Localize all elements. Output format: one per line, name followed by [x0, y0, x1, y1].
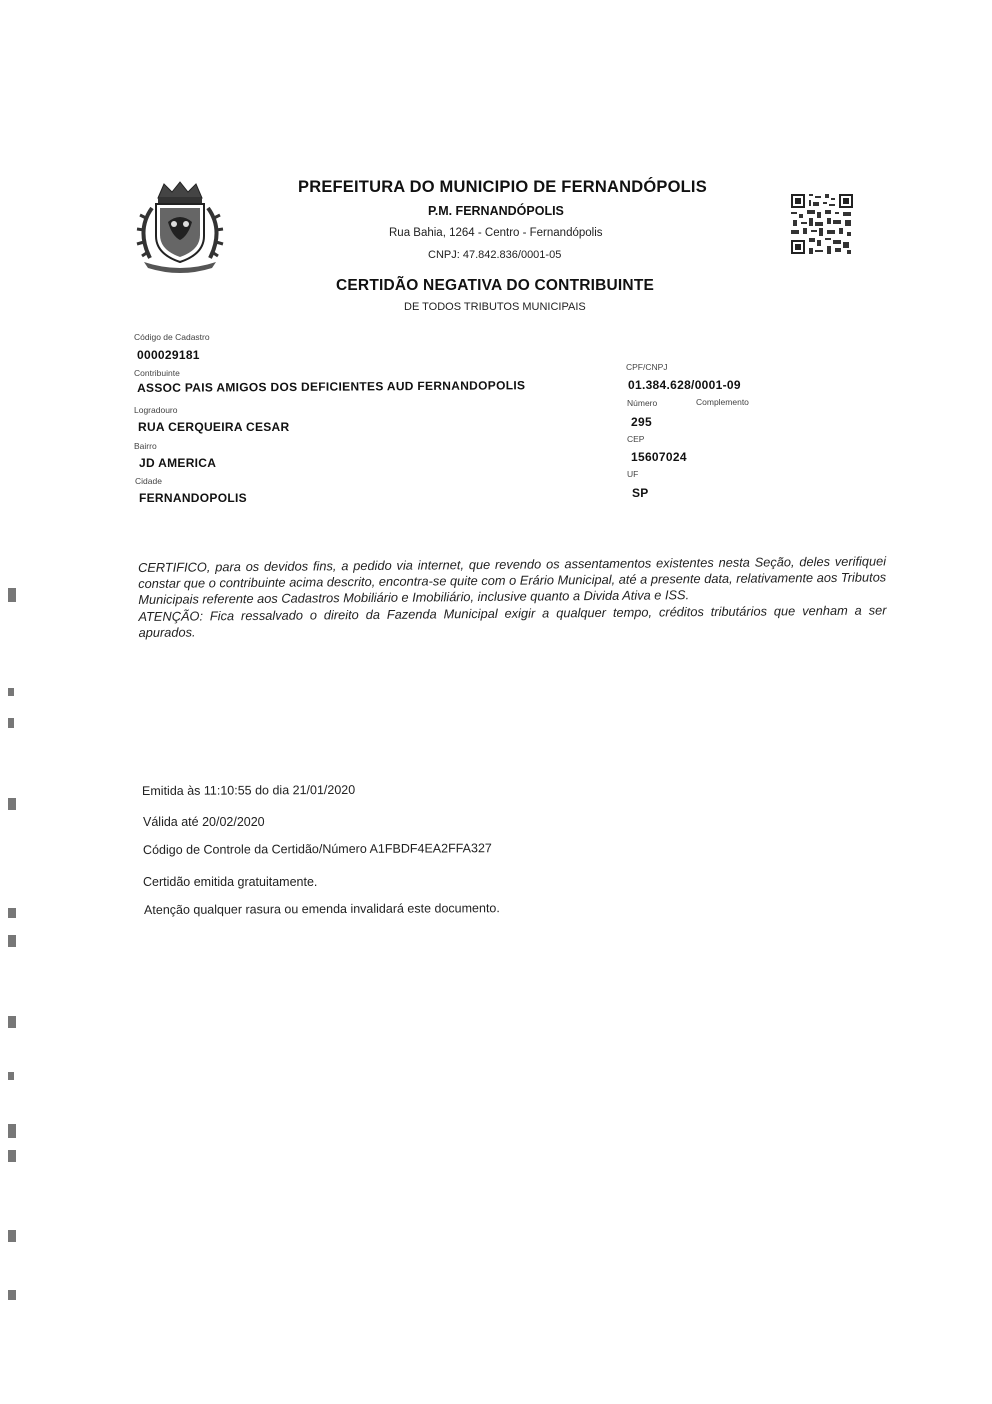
municipality-address: Rua Bahia, 1264 - Centro - Fernandópolis [389, 227, 603, 239]
validity-date: Válida até 20/02/2020 [143, 815, 265, 829]
bairro-label: Bairro [134, 441, 157, 451]
document-subtitle: DE TODOS TRIBUTOS MUNICIPAIS [404, 301, 586, 313]
codigo-cadastro-label: Código de Cadastro [134, 332, 210, 342]
control-code: Código de Controle da Certidão/Número A1FBDF4EA2FFA327 [143, 841, 492, 857]
free-issue-note: Certidão emitida gratuitamente. [143, 875, 318, 889]
logradouro-label: Logradouro [134, 405, 178, 415]
tamper-warning: Atenção qualquer rasura ou emenda invalidará este documento. [144, 901, 500, 917]
emission-timestamp: Emitida às 11:10:55 do dia 21/01/2020 [142, 782, 356, 798]
cidade-value: FERNANDOPOLIS [139, 491, 247, 505]
numero-label: Número [627, 398, 658, 408]
municipal-coat-of-arms-icon [130, 178, 230, 279]
cpf-cnpj-label: CPF/CNPJ [626, 362, 668, 372]
cep-label: CEP [627, 434, 645, 444]
cep-value: 15607024 [631, 450, 687, 464]
certifico-paragraph: CERTIFICO, para os devidos fins, a pedido via internet, que revendo os assentamentos existentes nesta Seção, deles verifiquei constar que o contribuinte acima descrito, encontra-se quite com o Erário Municipal, até a presente data, relativamente aos Tributos Municipais referente aos Cadastros Mobiliário e Imobiliário, inclusive quanto a Divida Ativa e ISS. [138, 553, 887, 608]
atencao-paragraph: ATENÇÃO: Fica ressalvado o direito da Fazenda Municipal exigir a qualquer tempo, créditos tributários que venham a ser apurados. [138, 602, 887, 640]
numero-value: 295 [631, 415, 652, 429]
cidade-label: Cidade [135, 476, 162, 486]
certificate-body [138, 553, 887, 641]
codigo-cadastro-value: 000029181 [137, 348, 200, 362]
cpf-cnpj-value: 01.384.628/0001-09 [628, 378, 741, 392]
municipality-title: PREFEITURA DO MUNICIPIO DE FERNANDÓPOLIS [298, 178, 707, 196]
complemento-label: Complemento [696, 397, 749, 407]
uf-value: SP [632, 486, 649, 500]
logradouro-value: RUA CERQUEIRA CESAR [138, 420, 290, 434]
bairro-value: JD AMERICA [139, 456, 217, 470]
contribuinte-label: Contribuinte [134, 368, 180, 378]
uf-label: UF [627, 469, 639, 479]
document-title: CERTIDÃO NEGATIVA DO CONTRIBUINTE [336, 277, 655, 294]
contribuinte-value: ASSOC PAIS AMIGOS DOS DEFICIENTES AUD FERNANDOPOLIS [137, 378, 526, 395]
municipality-subtitle: P.M. FERNANDÓPOLIS [428, 204, 564, 218]
qr-code-icon [789, 192, 855, 261]
municipality-cnpj: CNPJ: 47.842.836/0001-05 [428, 249, 562, 261]
